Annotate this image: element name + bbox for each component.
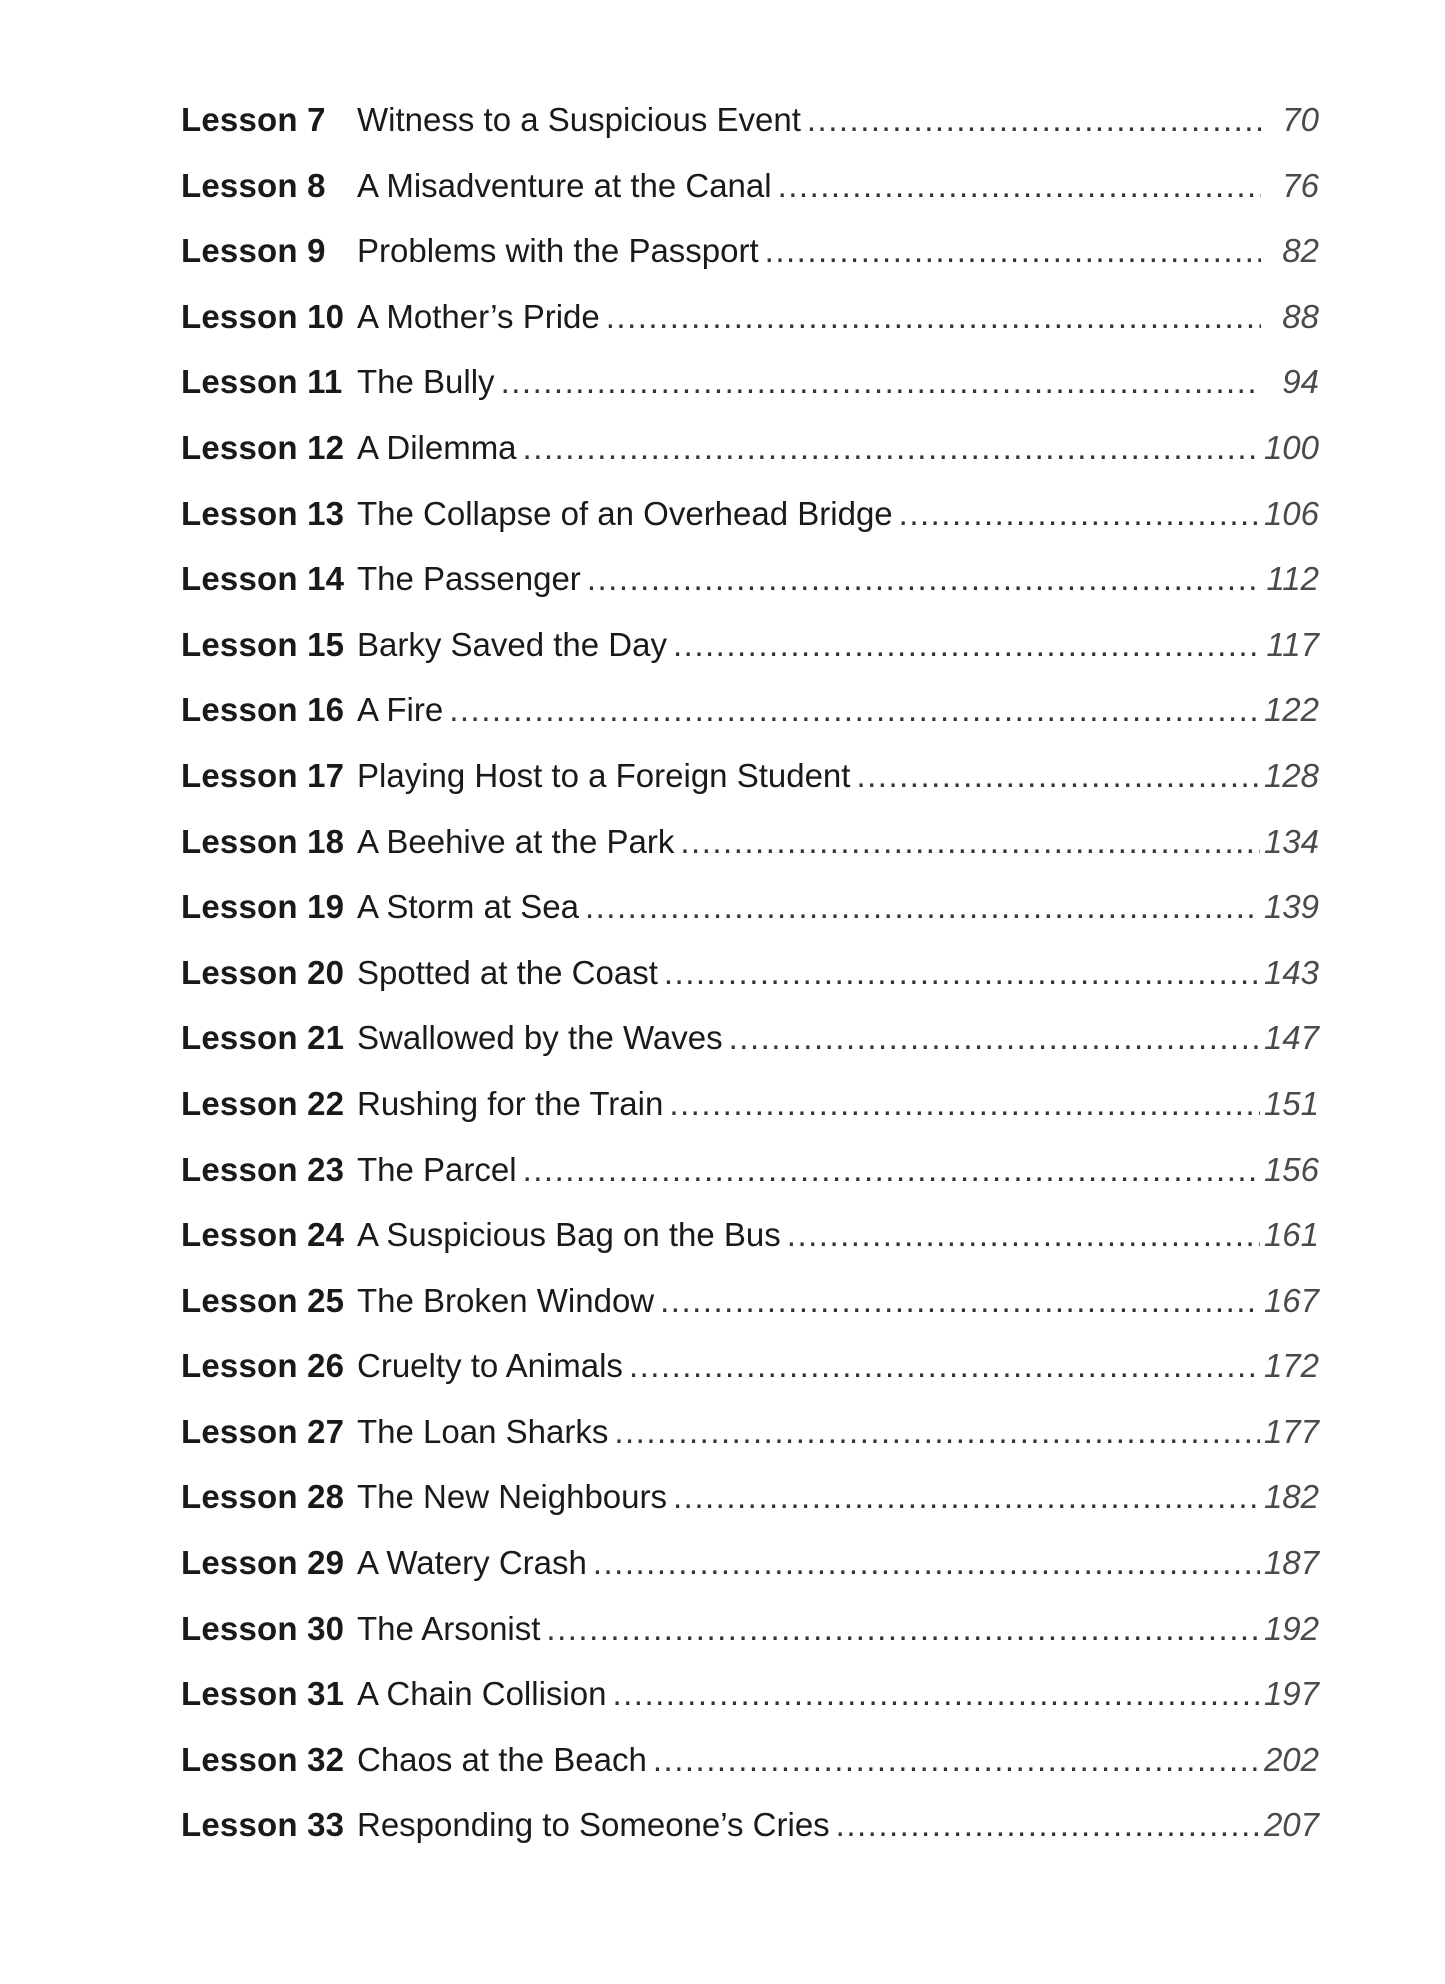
lesson-title: The Broken Window [357, 1281, 655, 1319]
toc-entry[interactable] [181, 1084, 1319, 1153]
page-number: 117 [1266, 625, 1319, 663]
toc-entry[interactable] [181, 1480, 1319, 1546]
lesson-title: The Loan Sharks [357, 1412, 609, 1450]
page-number: 207 [1263, 1806, 1319, 1844]
page-number: 143 [1263, 953, 1319, 991]
toc-entry[interactable] [181, 494, 1319, 563]
dot-leader [653, 1743, 1260, 1776]
dot-leader [680, 825, 1260, 858]
page-number: 94 [1282, 363, 1319, 401]
lesson-title: Responding to Someone’s Cries [357, 1806, 830, 1844]
lesson-title: A Mother’s Pride [357, 297, 600, 335]
lesson-title: The Parcel [357, 1150, 517, 1188]
page-number: 82 [1282, 232, 1319, 270]
lesson-label: Lesson 27 [181, 1412, 345, 1450]
page-number: 70 [1282, 101, 1319, 138]
page-number: 122 [1263, 691, 1319, 729]
lesson-title: A Fire [357, 691, 444, 729]
page-number: 151 [1263, 1084, 1319, 1122]
page-number: 147 [1263, 1019, 1319, 1057]
toc-entry[interactable] [181, 1808, 1319, 1874]
lesson-label: Lesson 17 [181, 756, 345, 794]
page-number: 134 [1263, 822, 1319, 860]
lesson-label: Lesson 11 [181, 363, 343, 401]
dot-leader [546, 1612, 1260, 1645]
lesson-label: Lesson 12 [181, 428, 345, 466]
dot-leader [660, 1284, 1260, 1317]
lesson-title: The New Neighbours [357, 1478, 667, 1516]
toc-entry[interactable] [181, 1546, 1319, 1612]
page-number: 172 [1263, 1347, 1319, 1385]
dot-leader [729, 1021, 1260, 1054]
toc-entry[interactable] [181, 365, 1319, 431]
dot-leader [899, 497, 1260, 530]
lesson-label: Lesson 33 [181, 1806, 345, 1844]
dot-leader [606, 300, 1261, 333]
lesson-label: Lesson 8 [181, 166, 326, 204]
dot-leader [836, 1808, 1260, 1841]
lesson-title: A Misadventure at the Canal [357, 166, 772, 204]
toc-entry[interactable] [181, 1740, 1319, 1809]
toc-entry[interactable] [181, 953, 1319, 1022]
lesson-label: Lesson 29 [181, 1544, 345, 1582]
dot-leader [673, 628, 1261, 661]
page-number: 187 [1263, 1544, 1319, 1582]
lesson-title: Spotted at the Coast [357, 953, 658, 991]
page-number: 112 [1266, 560, 1319, 598]
lesson-label: Lesson 24 [181, 1216, 345, 1254]
dot-leader [673, 1480, 1260, 1513]
lesson-label: Lesson 25 [181, 1281, 345, 1319]
lesson-label: Lesson 32 [181, 1740, 345, 1778]
page-number: 167 [1263, 1281, 1319, 1319]
lesson-title: Problems with the Passport [357, 232, 759, 270]
page-number: 161 [1263, 1216, 1319, 1254]
lesson-title: A Suspicious Bag on the Bus [357, 1216, 781, 1254]
toc-entry[interactable] [181, 166, 1319, 235]
lesson-label: Lesson 14 [181, 560, 345, 598]
dot-leader [449, 693, 1260, 726]
toc-entry[interactable] [181, 562, 1319, 628]
lesson-label: Lesson 19 [181, 888, 345, 926]
lesson-title: A Dilemma [357, 428, 517, 466]
lesson-label: Lesson 15 [181, 625, 345, 663]
lesson-label: Lesson 20 [181, 953, 345, 991]
lesson-title: The Collapse of an Overhead Bridge [357, 494, 893, 532]
dot-leader [807, 103, 1261, 136]
lesson-title: Rushing for the Train [357, 1084, 664, 1122]
table-of-contents [181, 103, 1319, 1874]
lesson-label: Lesson 28 [181, 1478, 345, 1516]
toc-entry[interactable] [181, 1281, 1319, 1350]
lesson-label: Lesson 30 [181, 1609, 345, 1647]
toc-entry[interactable] [181, 297, 1319, 366]
toc-entry[interactable] [181, 1349, 1319, 1415]
dot-leader [587, 562, 1261, 595]
dot-leader [585, 890, 1260, 923]
page-number: 106 [1263, 494, 1319, 532]
page-number: 88 [1282, 297, 1319, 335]
lesson-title: A Storm at Sea [357, 888, 579, 926]
toc-entry[interactable] [181, 1021, 1319, 1087]
lesson-label: Lesson 18 [181, 822, 345, 860]
page-number: 139 [1263, 888, 1319, 926]
dot-leader [629, 1349, 1260, 1382]
lesson-label: Lesson 23 [181, 1150, 345, 1188]
page-number: 128 [1263, 756, 1319, 794]
lesson-title: Witness to a Suspicious Event [357, 101, 801, 138]
dot-leader [765, 234, 1261, 267]
toc-entry[interactable] [181, 103, 1319, 169]
lesson-title: A Beehive at the Park [357, 822, 675, 860]
dot-leader [778, 169, 1261, 202]
dot-leader [593, 1546, 1260, 1579]
lesson-title: Chaos at the Beach [357, 1740, 647, 1778]
toc-entry[interactable] [181, 1677, 1319, 1743]
lesson-title: The Bully [357, 363, 495, 401]
lesson-label: Lesson 21 [181, 1019, 345, 1057]
lesson-label: Lesson 13 [181, 494, 345, 532]
lesson-label: Lesson 31 [181, 1675, 345, 1713]
lesson-title: A Chain Collision [357, 1675, 607, 1713]
toc-entry[interactable] [181, 234, 1319, 300]
lesson-title: A Watery Crash [357, 1544, 587, 1582]
lesson-title: Barky Saved the Day [357, 625, 667, 663]
dot-leader [523, 431, 1260, 464]
page-number: 197 [1263, 1675, 1319, 1713]
toc-entry[interactable] [181, 756, 1319, 825]
lesson-label: Lesson 10 [181, 297, 345, 335]
toc-entry[interactable] [181, 1150, 1319, 1219]
toc-entry[interactable] [181, 1412, 1319, 1481]
page-number: 192 [1263, 1609, 1319, 1647]
lesson-title: Swallowed by the Waves [357, 1019, 723, 1057]
dot-leader [787, 1218, 1260, 1251]
lesson-title: The Arsonist [357, 1609, 541, 1647]
dot-leader [523, 1153, 1260, 1186]
dot-leader [612, 1677, 1259, 1710]
lesson-label: Lesson 9 [181, 232, 326, 270]
page-number: 177 [1263, 1412, 1319, 1450]
page-number: 182 [1263, 1478, 1319, 1516]
toc-entry[interactable] [181, 693, 1319, 759]
dot-leader [664, 956, 1260, 989]
page-number: 202 [1263, 1740, 1319, 1778]
toc-entry[interactable] [181, 822, 1319, 891]
toc-entry[interactable] [181, 428, 1319, 497]
toc-entry[interactable] [181, 1609, 1319, 1678]
page-number: 76 [1282, 166, 1319, 204]
lesson-title: Cruelty to Animals [357, 1347, 623, 1385]
lesson-label: Lesson 16 [181, 691, 345, 729]
lesson-title: The Passenger [357, 560, 581, 598]
lesson-title: Playing Host to a Foreign Student [357, 756, 851, 794]
dot-leader [614, 1415, 1260, 1448]
page-number: 100 [1263, 428, 1319, 466]
lesson-label: Lesson 7 [181, 101, 326, 138]
lesson-label: Lesson 26 [181, 1347, 345, 1385]
dot-leader [669, 1087, 1260, 1120]
toc-entry[interactable] [181, 1218, 1319, 1284]
dot-leader [501, 365, 1261, 398]
toc-entry[interactable] [181, 625, 1319, 694]
dot-leader [856, 759, 1259, 792]
lesson-label: Lesson 22 [181, 1084, 345, 1122]
page-number: 156 [1263, 1150, 1319, 1188]
toc-entry[interactable] [181, 890, 1319, 956]
